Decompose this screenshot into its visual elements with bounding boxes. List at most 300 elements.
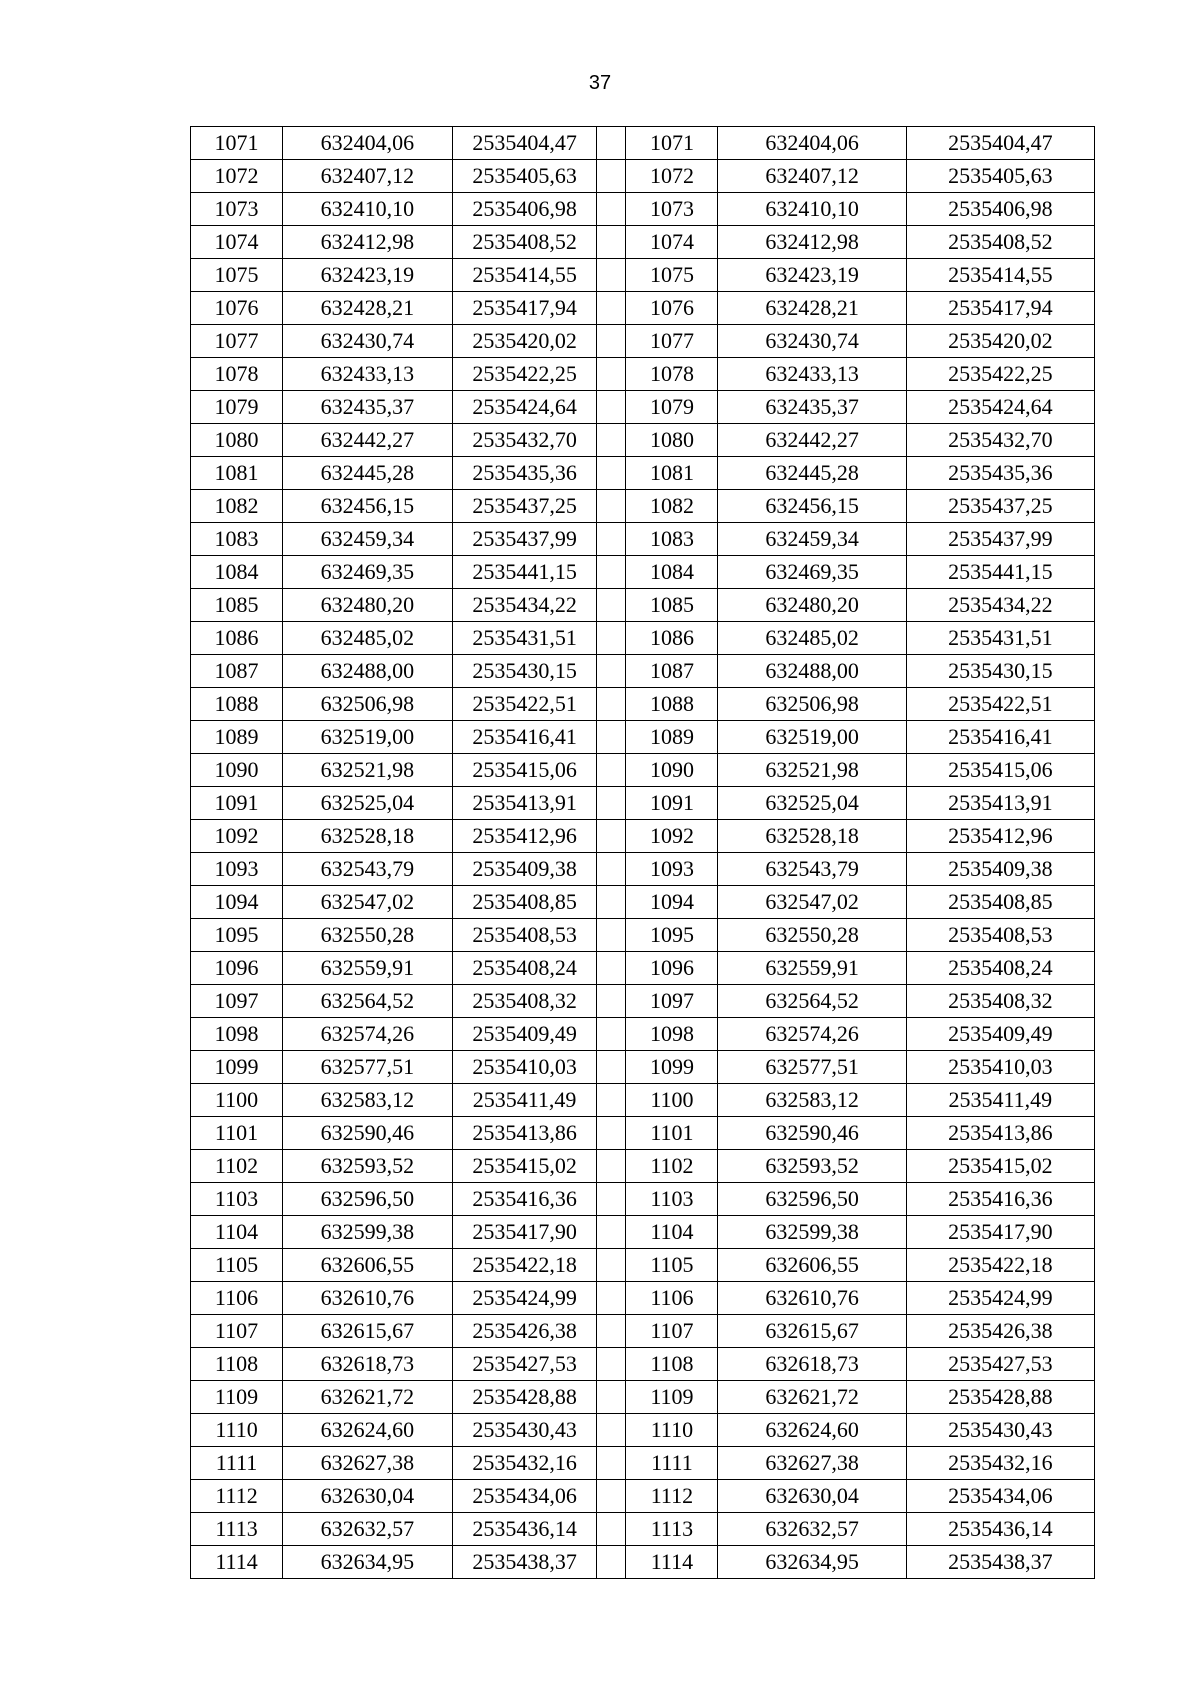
y-coordinate-left: 2535422,51 (452, 688, 597, 721)
y-coordinate-left: 2535413,91 (452, 787, 597, 820)
x-coordinate-left: 632525,04 (283, 787, 453, 820)
x-coordinate-right: 632630,04 (718, 1480, 906, 1513)
table-row (191, 655, 1095, 688)
y-coordinate-right: 2535413,91 (906, 787, 1094, 820)
y-coordinate-right: 2535411,49 (906, 1084, 1094, 1117)
point-number-right: 1072 (626, 160, 718, 193)
point-number-right: 1111 (626, 1447, 718, 1480)
y-coordinate-left: 2535408,32 (452, 985, 597, 1018)
x-coordinate-left: 632433,13 (283, 358, 453, 391)
x-coordinate-right: 632550,28 (718, 919, 906, 952)
point-number-right: 1071 (626, 127, 718, 160)
y-coordinate-right: 2535431,51 (906, 622, 1094, 655)
y-coordinate-left: 2535422,18 (452, 1249, 597, 1282)
table-row (191, 259, 1095, 292)
coordinates-table (190, 126, 1095, 1579)
x-coordinate-right: 632480,20 (718, 589, 906, 622)
point-number-right: 1103 (626, 1183, 718, 1216)
point-number-right: 1112 (626, 1480, 718, 1513)
coordinates-table-body (191, 127, 1095, 1579)
y-coordinate-right: 2535422,25 (906, 358, 1094, 391)
separator-cell (597, 292, 626, 325)
separator-cell (597, 523, 626, 556)
y-coordinate-right: 2535428,88 (906, 1381, 1094, 1414)
point-number-right: 1098 (626, 1018, 718, 1051)
y-coordinate-left: 2535406,98 (452, 193, 597, 226)
point-number-right: 1075 (626, 259, 718, 292)
y-coordinate-right: 2535417,90 (906, 1216, 1094, 1249)
table-row (191, 457, 1095, 490)
point-number-left: 1094 (191, 886, 283, 919)
y-coordinate-left: 2535404,47 (452, 127, 597, 160)
y-coordinate-right: 2535408,52 (906, 226, 1094, 259)
point-number-right: 1090 (626, 754, 718, 787)
y-coordinate-right: 2535410,03 (906, 1051, 1094, 1084)
separator-cell (597, 226, 626, 259)
separator-cell (597, 259, 626, 292)
table-row (191, 787, 1095, 820)
y-coordinate-left: 2535437,25 (452, 490, 597, 523)
x-coordinate-left: 632423,19 (283, 259, 453, 292)
x-coordinate-left: 632606,55 (283, 1249, 453, 1282)
table-row (191, 127, 1095, 160)
table-row (191, 1513, 1095, 1546)
x-coordinate-right: 632525,04 (718, 787, 906, 820)
separator-cell (597, 1183, 626, 1216)
table-row (191, 952, 1095, 985)
y-coordinate-left: 2535408,52 (452, 226, 597, 259)
separator-cell (597, 358, 626, 391)
table-row (191, 1282, 1095, 1315)
x-coordinate-left: 632574,26 (283, 1018, 453, 1051)
x-coordinate-right: 632618,73 (718, 1348, 906, 1381)
y-coordinate-left: 2535434,06 (452, 1480, 597, 1513)
y-coordinate-right: 2535438,37 (906, 1546, 1094, 1579)
x-coordinate-right: 632564,52 (718, 985, 906, 1018)
x-coordinate-left: 632559,91 (283, 952, 453, 985)
point-number-right: 1114 (626, 1546, 718, 1579)
y-coordinate-left: 2535441,15 (452, 556, 597, 589)
x-coordinate-left: 632630,04 (283, 1480, 453, 1513)
y-coordinate-right: 2535422,18 (906, 1249, 1094, 1282)
separator-cell (597, 1381, 626, 1414)
x-coordinate-right: 632412,98 (718, 226, 906, 259)
y-coordinate-right: 2535416,41 (906, 721, 1094, 754)
table-row (191, 1381, 1095, 1414)
y-coordinate-right: 2535420,02 (906, 325, 1094, 358)
point-number-right: 1089 (626, 721, 718, 754)
separator-cell (597, 1480, 626, 1513)
y-coordinate-right: 2535404,47 (906, 127, 1094, 160)
y-coordinate-left: 2535417,90 (452, 1216, 597, 1249)
y-coordinate-right: 2535415,06 (906, 754, 1094, 787)
y-coordinate-right: 2535434,22 (906, 589, 1094, 622)
table-row (191, 358, 1095, 391)
x-coordinate-right: 632430,74 (718, 325, 906, 358)
point-number-right: 1086 (626, 622, 718, 655)
y-coordinate-left: 2535415,02 (452, 1150, 597, 1183)
point-number-left: 1109 (191, 1381, 283, 1414)
y-coordinate-right: 2535432,70 (906, 424, 1094, 457)
x-coordinate-left: 632621,72 (283, 1381, 453, 1414)
x-coordinate-left: 632430,74 (283, 325, 453, 358)
point-number-right: 1083 (626, 523, 718, 556)
y-coordinate-right: 2535415,02 (906, 1150, 1094, 1183)
y-coordinate-left: 2535415,06 (452, 754, 597, 787)
y-coordinate-left: 2535420,02 (452, 325, 597, 358)
x-coordinate-left: 632428,21 (283, 292, 453, 325)
point-number-left: 1090 (191, 754, 283, 787)
x-coordinate-right: 632506,98 (718, 688, 906, 721)
x-coordinate-right: 632583,12 (718, 1084, 906, 1117)
y-coordinate-right: 2535435,36 (906, 457, 1094, 490)
table-row (191, 424, 1095, 457)
x-coordinate-right: 632442,27 (718, 424, 906, 457)
point-number-left: 1103 (191, 1183, 283, 1216)
y-coordinate-right: 2535406,98 (906, 193, 1094, 226)
y-coordinate-right: 2535422,51 (906, 688, 1094, 721)
x-coordinate-right: 632596,50 (718, 1183, 906, 1216)
separator-cell (597, 424, 626, 457)
x-coordinate-left: 632480,20 (283, 589, 453, 622)
y-coordinate-left: 2535413,86 (452, 1117, 597, 1150)
point-number-left: 1095 (191, 919, 283, 952)
point-number-right: 1110 (626, 1414, 718, 1447)
x-coordinate-right: 632599,38 (718, 1216, 906, 1249)
point-number-left: 1101 (191, 1117, 283, 1150)
y-coordinate-left: 2535437,99 (452, 523, 597, 556)
x-coordinate-right: 632610,76 (718, 1282, 906, 1315)
point-number-left: 1082 (191, 490, 283, 523)
table-row (191, 523, 1095, 556)
separator-cell (597, 622, 626, 655)
x-coordinate-left: 632435,37 (283, 391, 453, 424)
point-number-right: 1107 (626, 1315, 718, 1348)
separator-cell (597, 127, 626, 160)
y-coordinate-left: 2535412,96 (452, 820, 597, 853)
point-number-right: 1076 (626, 292, 718, 325)
table-row (191, 490, 1095, 523)
table-row (191, 886, 1095, 919)
y-coordinate-right: 2535409,49 (906, 1018, 1094, 1051)
x-coordinate-left: 632564,52 (283, 985, 453, 1018)
y-coordinate-left: 2535430,15 (452, 655, 597, 688)
x-coordinate-right: 632519,00 (718, 721, 906, 754)
y-coordinate-left: 2535431,51 (452, 622, 597, 655)
x-coordinate-left: 632528,18 (283, 820, 453, 853)
y-coordinate-right: 2535405,63 (906, 160, 1094, 193)
separator-cell (597, 1150, 626, 1183)
point-number-left: 1110 (191, 1414, 283, 1447)
point-number-left: 1079 (191, 391, 283, 424)
point-number-right: 1080 (626, 424, 718, 457)
point-number-left: 1098 (191, 1018, 283, 1051)
table-row (191, 1018, 1095, 1051)
x-coordinate-right: 632627,38 (718, 1447, 906, 1480)
y-coordinate-left: 2535432,70 (452, 424, 597, 457)
separator-cell (597, 1513, 626, 1546)
x-coordinate-right: 632593,52 (718, 1150, 906, 1183)
point-number-right: 1093 (626, 853, 718, 886)
point-number-right: 1088 (626, 688, 718, 721)
table-row (191, 1150, 1095, 1183)
y-coordinate-left: 2535408,85 (452, 886, 597, 919)
point-number-right: 1073 (626, 193, 718, 226)
x-coordinate-left: 632488,00 (283, 655, 453, 688)
y-coordinate-right: 2535408,53 (906, 919, 1094, 952)
y-coordinate-right: 2535436,14 (906, 1513, 1094, 1546)
point-number-right: 1102 (626, 1150, 718, 1183)
x-coordinate-right: 632428,21 (718, 292, 906, 325)
table-row (191, 754, 1095, 787)
point-number-right: 1113 (626, 1513, 718, 1546)
x-coordinate-left: 632412,98 (283, 226, 453, 259)
point-number-left: 1083 (191, 523, 283, 556)
x-coordinate-right: 632634,95 (718, 1546, 906, 1579)
table-row (191, 985, 1095, 1018)
separator-cell (597, 160, 626, 193)
x-coordinate-left: 632550,28 (283, 919, 453, 952)
x-coordinate-left: 632442,27 (283, 424, 453, 457)
separator-cell (597, 589, 626, 622)
x-coordinate-right: 632410,10 (718, 193, 906, 226)
y-coordinate-right: 2535408,32 (906, 985, 1094, 1018)
point-number-right: 1081 (626, 457, 718, 490)
point-number-left: 1108 (191, 1348, 283, 1381)
point-number-right: 1108 (626, 1348, 718, 1381)
y-coordinate-left: 2535426,38 (452, 1315, 597, 1348)
x-coordinate-left: 632407,12 (283, 160, 453, 193)
separator-cell (597, 1216, 626, 1249)
table-row (191, 1249, 1095, 1282)
y-coordinate-right: 2535414,55 (906, 259, 1094, 292)
point-number-right: 1099 (626, 1051, 718, 1084)
y-coordinate-left: 2535417,94 (452, 292, 597, 325)
point-number-left: 1114 (191, 1546, 283, 1579)
x-coordinate-left: 632634,95 (283, 1546, 453, 1579)
point-number-left: 1077 (191, 325, 283, 358)
point-number-left: 1081 (191, 457, 283, 490)
x-coordinate-left: 632615,67 (283, 1315, 453, 1348)
point-number-right: 1092 (626, 820, 718, 853)
separator-cell (597, 193, 626, 226)
point-number-left: 1078 (191, 358, 283, 391)
table-row (191, 556, 1095, 589)
x-coordinate-left: 632590,46 (283, 1117, 453, 1150)
y-coordinate-right: 2535416,36 (906, 1183, 1094, 1216)
separator-cell (597, 490, 626, 523)
separator-cell (597, 1348, 626, 1381)
y-coordinate-right: 2535426,38 (906, 1315, 1094, 1348)
separator-cell (597, 655, 626, 688)
x-coordinate-left: 632627,38 (283, 1447, 453, 1480)
y-coordinate-left: 2535424,99 (452, 1282, 597, 1315)
x-coordinate-right: 632404,06 (718, 127, 906, 160)
x-coordinate-right: 632435,37 (718, 391, 906, 424)
point-number-right: 1085 (626, 589, 718, 622)
point-number-left: 1075 (191, 259, 283, 292)
x-coordinate-left: 632583,12 (283, 1084, 453, 1117)
x-coordinate-right: 632423,19 (718, 259, 906, 292)
x-coordinate-right: 632485,02 (718, 622, 906, 655)
x-coordinate-left: 632610,76 (283, 1282, 453, 1315)
y-coordinate-left: 2535428,88 (452, 1381, 597, 1414)
point-number-left: 1080 (191, 424, 283, 457)
x-coordinate-right: 632433,13 (718, 358, 906, 391)
point-number-left: 1076 (191, 292, 283, 325)
y-coordinate-right: 2535408,24 (906, 952, 1094, 985)
table-row (191, 622, 1095, 655)
table-row (191, 1546, 1095, 1579)
y-coordinate-right: 2535424,99 (906, 1282, 1094, 1315)
x-coordinate-left: 632624,60 (283, 1414, 453, 1447)
table-row (191, 226, 1095, 259)
separator-cell (597, 391, 626, 424)
point-number-left: 1071 (191, 127, 283, 160)
separator-cell (597, 556, 626, 589)
x-coordinate-right: 632606,55 (718, 1249, 906, 1282)
y-coordinate-left: 2535422,25 (452, 358, 597, 391)
x-coordinate-left: 632596,50 (283, 1183, 453, 1216)
y-coordinate-right: 2535412,96 (906, 820, 1094, 853)
point-number-right: 1091 (626, 787, 718, 820)
separator-cell (597, 853, 626, 886)
point-number-left: 1096 (191, 952, 283, 985)
table-row (191, 1084, 1095, 1117)
separator-cell (597, 457, 626, 490)
y-coordinate-right: 2535408,85 (906, 886, 1094, 919)
table-row (191, 820, 1095, 853)
point-number-left: 1107 (191, 1315, 283, 1348)
y-coordinate-left: 2535416,36 (452, 1183, 597, 1216)
x-coordinate-right: 632621,72 (718, 1381, 906, 1414)
point-number-left: 1092 (191, 820, 283, 853)
y-coordinate-left: 2535408,53 (452, 919, 597, 952)
y-coordinate-left: 2535434,22 (452, 589, 597, 622)
y-coordinate-left: 2535414,55 (452, 259, 597, 292)
x-coordinate-left: 632618,73 (283, 1348, 453, 1381)
point-number-right: 1105 (626, 1249, 718, 1282)
x-coordinate-right: 632543,79 (718, 853, 906, 886)
y-coordinate-left: 2535432,16 (452, 1447, 597, 1480)
table-row (191, 160, 1095, 193)
separator-cell (597, 754, 626, 787)
separator-cell (597, 985, 626, 1018)
table-row (191, 325, 1095, 358)
x-coordinate-right: 632615,67 (718, 1315, 906, 1348)
separator-cell (597, 886, 626, 919)
point-number-left: 1093 (191, 853, 283, 886)
x-coordinate-left: 632521,98 (283, 754, 453, 787)
separator-cell (597, 1414, 626, 1447)
table-row (191, 1480, 1095, 1513)
x-coordinate-left: 632632,57 (283, 1513, 453, 1546)
x-coordinate-right: 632632,57 (718, 1513, 906, 1546)
point-number-left: 1102 (191, 1150, 283, 1183)
point-number-right: 1104 (626, 1216, 718, 1249)
separator-cell (597, 1084, 626, 1117)
y-coordinate-left: 2535409,38 (452, 853, 597, 886)
y-coordinate-left: 2535409,49 (452, 1018, 597, 1051)
y-coordinate-left: 2535408,24 (452, 952, 597, 985)
x-coordinate-left: 632577,51 (283, 1051, 453, 1084)
table-row (191, 1414, 1095, 1447)
separator-cell (597, 919, 626, 952)
x-coordinate-left: 632485,02 (283, 622, 453, 655)
x-coordinate-right: 632547,02 (718, 886, 906, 919)
point-number-right: 1087 (626, 655, 718, 688)
y-coordinate-right: 2535432,16 (906, 1447, 1094, 1480)
separator-cell (597, 721, 626, 754)
y-coordinate-right: 2535430,15 (906, 655, 1094, 688)
x-coordinate-right: 632445,28 (718, 457, 906, 490)
x-coordinate-left: 632456,15 (283, 490, 453, 523)
table-row (191, 853, 1095, 886)
x-coordinate-right: 632577,51 (718, 1051, 906, 1084)
y-coordinate-left: 2535410,03 (452, 1051, 597, 1084)
x-coordinate-left: 632519,00 (283, 721, 453, 754)
x-coordinate-left: 632469,35 (283, 556, 453, 589)
x-coordinate-right: 632521,98 (718, 754, 906, 787)
x-coordinate-left: 632543,79 (283, 853, 453, 886)
point-number-right: 1082 (626, 490, 718, 523)
x-coordinate-left: 632593,52 (283, 1150, 453, 1183)
y-coordinate-right: 2535424,64 (906, 391, 1094, 424)
separator-cell (597, 1315, 626, 1348)
point-number-left: 1086 (191, 622, 283, 655)
x-coordinate-left: 632506,98 (283, 688, 453, 721)
table-row (191, 1348, 1095, 1381)
point-number-left: 1085 (191, 589, 283, 622)
y-coordinate-left: 2535424,64 (452, 391, 597, 424)
x-coordinate-left: 632404,06 (283, 127, 453, 160)
point-number-right: 1097 (626, 985, 718, 1018)
x-coordinate-right: 632624,60 (718, 1414, 906, 1447)
table-row (191, 292, 1095, 325)
separator-cell (597, 325, 626, 358)
x-coordinate-right: 632528,18 (718, 820, 906, 853)
separator-cell (597, 1249, 626, 1282)
point-number-left: 1105 (191, 1249, 283, 1282)
point-number-right: 1095 (626, 919, 718, 952)
x-coordinate-right: 632574,26 (718, 1018, 906, 1051)
separator-cell (597, 1447, 626, 1480)
separator-cell (597, 820, 626, 853)
table-row (191, 193, 1095, 226)
y-coordinate-left: 2535435,36 (452, 457, 597, 490)
point-number-left: 1113 (191, 1513, 283, 1546)
point-number-left: 1099 (191, 1051, 283, 1084)
table-row (191, 1447, 1095, 1480)
point-number-right: 1074 (626, 226, 718, 259)
x-coordinate-left: 632547,02 (283, 886, 453, 919)
point-number-right: 1084 (626, 556, 718, 589)
separator-cell (597, 1546, 626, 1579)
y-coordinate-right: 2535409,38 (906, 853, 1094, 886)
table-row (191, 1216, 1095, 1249)
table-row (191, 1315, 1095, 1348)
y-coordinate-left: 2535405,63 (452, 160, 597, 193)
point-number-right: 1078 (626, 358, 718, 391)
point-number-left: 1072 (191, 160, 283, 193)
table-row (191, 1051, 1095, 1084)
y-coordinate-right: 2535434,06 (906, 1480, 1094, 1513)
y-coordinate-right: 2535430,43 (906, 1414, 1094, 1447)
y-coordinate-right: 2535417,94 (906, 292, 1094, 325)
point-number-left: 1106 (191, 1282, 283, 1315)
point-number-left: 1100 (191, 1084, 283, 1117)
separator-cell (597, 1018, 626, 1051)
